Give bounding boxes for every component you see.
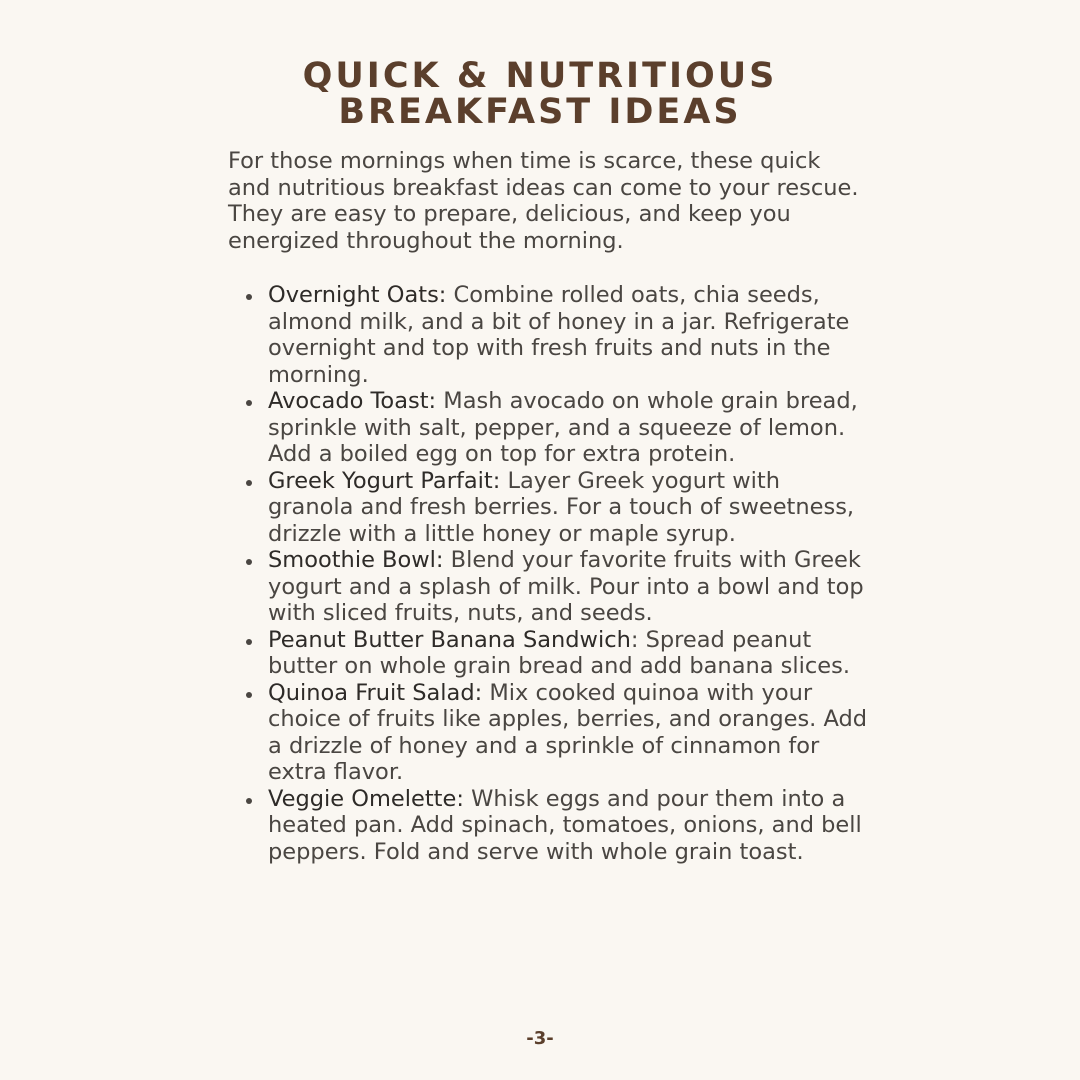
- idea-name: Smoothie Bowl:: [268, 547, 444, 573]
- page-number: -3-: [526, 1028, 554, 1049]
- idea-description: : Spread peanut butter on whole grain bread and add banana slices.: [268, 626, 850, 679]
- idea-description: Mix cooked quinoa with your choice of fruits like apples, berries, and oranges. Add a drizzle of honey and a sprinkle of cinnamon for extra flavor.: [268, 679, 868, 785]
- list-item: [268, 786, 868, 866]
- list-item: [268, 468, 868, 548]
- bullet-icon: [246, 480, 252, 486]
- intro-paragraph: For those mornings when time is scarce, these quick and nutritious breakfast ideas can come to your rescue. They are easy to prepare, delicious, and keep you energized throughout the morning.: [228, 148, 859, 254]
- idea-name: Overnight Oats:: [268, 282, 447, 308]
- idea-description: Combine rolled oats, chia seeds, almond milk, and a bit of honey in a jar. Refrigerate overnight and top with fresh fruits and nuts in the morning.: [268, 282, 850, 388]
- bullet-icon: [246, 400, 252, 406]
- idea-description: Whisk eggs and pour them into a heated pan. Add spinach, tomatoes, onions, and bell peppers. Fold and serve with whole grain toast.: [268, 785, 862, 865]
- bullet-icon: [246, 692, 252, 698]
- breakfast-ideas-list: [268, 282, 868, 865]
- list-item: [268, 388, 868, 468]
- bullet-icon: [246, 559, 252, 565]
- list-item: [268, 680, 868, 786]
- bullet-icon: [246, 639, 252, 645]
- title-line-2: BREAKFAST IDEAS: [338, 92, 742, 132]
- idea-name: Veggie Omelette:: [268, 785, 464, 812]
- list-item: [268, 547, 868, 627]
- list-item: [268, 282, 868, 388]
- idea-name: Peanut Butter Banana Sandwich: [268, 626, 631, 653]
- bullet-icon: [246, 294, 252, 300]
- idea-description: Blend your favorite fruits with Greek yogurt and a splash of milk. Pour into a bowl and top with sliced fruits, nuts, and seeds.: [268, 547, 864, 626]
- idea-name: Greek Yogurt Parfait:: [268, 467, 501, 494]
- title-line-1: QUICK & NUTRITIOUS: [302, 56, 778, 96]
- page-title: [180, 58, 900, 130]
- idea-description: Layer Greek yogurt with granola and fresh berries. For a touch of sweetness, drizzle with a little honey or maple syrup.: [268, 467, 855, 547]
- bullet-icon: [246, 798, 252, 804]
- idea-name: Avocado Toast:: [268, 388, 437, 414]
- list-item: [268, 627, 868, 680]
- idea-name: Quinoa Fruit Salad:: [268, 679, 483, 706]
- idea-description: Mash avocado on whole grain bread, sprinkle with salt, pepper, and a squeeze of lemon. Add a boiled egg on top for extra protein.: [268, 388, 858, 467]
